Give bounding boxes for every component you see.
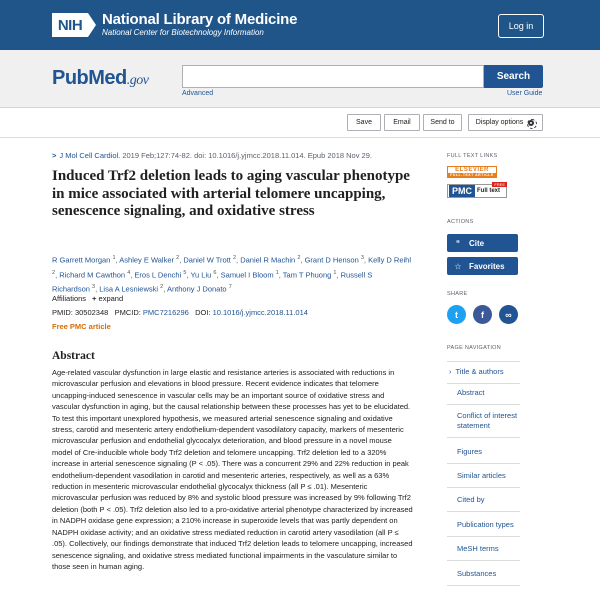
author-link[interactable]: Lisa A Lesniewski [99,284,159,294]
doi-link[interactable]: 10.1016/j.yjmcc.2018.11.014 [212,308,308,317]
pmc-logo: PMC [449,185,475,197]
abstract-heading: Abstract [52,350,95,362]
nav-label: Title & authors [455,367,504,376]
author-affiliation-number[interactable]: 5 [183,269,187,276]
author-link[interactable]: Tam T Phuong [282,270,332,279]
nav-abstract[interactable]: Abstract [447,383,520,405]
author-affiliation-number[interactable]: 6 [213,269,217,276]
link-icon[interactable]: ∞ [499,305,518,324]
pmc-full-text-link[interactable] [447,184,507,198]
author-separator: , [55,270,60,279]
display-options-button[interactable] [468,114,543,131]
user-guide-link[interactable]: User Guide [507,90,543,97]
author-affiliation-number[interactable]: 1 [275,269,279,276]
author-link[interactable]: Kelly D Reihl [368,255,412,265]
doi-label: DOI: [195,308,211,317]
abstract-text: Age-related vascular dysfunction in large elastic and resistance arteries is associated with reductions in microvascular perfusion and elevations in blood pressure. Recent evidence indicates that telomere uncapping-induced senescence in vascular cells may be an important source of oxidative stress and vascular dysfunction in aging, but the causal relationship between these processes has yet to be elucidated. To test this important unexplored hypothesis, we measured arterial senescence signaling and oxidative stress, carotid and mesenteric artery endothelium-dependent vasodilatory capacity, markers of mesenteric microvascular perfusion and endothelial glycocalyx deterioration, and blood pressure in a novel mouse model of Cre-inducible whole body Trf2 deletion and telomere uncapping. Trf2 deletion led to a 320% increase in arterial senescence signaling (P < .05). There was a concurrent 29% and 22% reduction in peak endothelium-dependent vasodilation in carotid and mesenteric arteries, respectively, as well as a 63% reduction in mesenteric microvascular endothelial glycocalyx thickness (all P ≤ .01). Mesenteric microvascular perfusion was reduced by 8% and systolic blood pressure was increased by 9% following Trf2 deletion (both P < .05). Trf2 deletion also led to a pro-oxidative arterial phenotype characterized by increased in NADPH oxidase gene expression; a 210% increase in superoxide levels that was partly dependent on NADPH oxidase activity; and an oxidative stress mediated reduction in carotid artery vasodilation (all P ≤ .05). Collectively, our findings demonstrate that induced Trf2 deletion leads to telomere uncapping, increased senescence signaling, and oxidative stress mediated functional impairments in the vasculature similar to those seen in human aging. [52,368,413,571]
chevron-right-icon: › [449,367,452,376]
affiliations-row [52,294,123,303]
divider [0,137,600,138]
pmc-free-tag: FREE [494,182,505,187]
author-separator: , [179,255,184,265]
author-link[interactable]: Anthony J Donato [166,284,227,294]
author-affiliation-number[interactable]: 3 [92,284,96,290]
elsevier-sub-text: FULL-TEXT ARTICLE [448,173,496,177]
author-affiliation-number[interactable]: 2 [52,269,56,276]
nav-conflict-of-interest[interactable]: Conflict of interest statement [447,406,520,438]
author-separator: , [336,270,341,279]
article-title: Induced Trf2 deletion leads to aging vascular phenotype in mice associated with arterial telomere uncapping, senescence signaling, and oxidative stress [52,168,410,219]
cite-button[interactable] [447,234,518,252]
author-separator: , [216,270,221,279]
pmcid-label: PMCID: [114,308,141,317]
journal-link[interactable]: J Mol Cell Cardiol. [59,151,121,160]
share-heading: SHARE [447,291,468,297]
author-link[interactable]: Samuel I Bloom [220,270,274,279]
elsevier-logo-text: ELSEVIER [455,166,489,173]
nav-substances[interactable]: Substances [447,564,520,586]
send-to-button[interactable]: Send to [423,114,462,131]
nav-mesh-terms[interactable]: MeSH terms [447,539,520,561]
pmid-value: 30502348 [74,308,109,317]
nav-title-authors[interactable] [447,361,520,384]
author-link[interactable]: Richard M Cawthon [59,270,126,279]
nlm-title: National Library of Medicine [102,11,298,28]
ncbi-subtitle: National Center for Biotechnology Information [102,28,264,37]
author-affiliation-number[interactable]: 4 [127,269,131,276]
expand-link[interactable]: expand [98,294,124,303]
twitter-icon[interactable]: t [447,305,466,324]
pmid-label: PMID: [52,308,73,317]
chevron-right-icon: > [52,151,57,160]
gear-icon [527,119,535,127]
author-separator: , [236,255,241,265]
facebook-icon[interactable]: f [473,305,492,324]
author-link[interactable]: Grant D Henson [304,255,359,265]
author-affiliation-number[interactable]: 2 [160,284,164,290]
author-separator: , [363,255,369,265]
page-navigation-heading: PAGE NAVIGATION [447,345,502,351]
author-affiliation-number[interactable]: 2 [176,255,180,261]
email-button[interactable]: Email [384,114,420,131]
author-list [52,252,412,296]
author-link[interactable]: Ashley E Walker [119,255,175,265]
full-text-links-heading: FULL TEXT LINKS [447,153,498,159]
favorites-button[interactable] [447,257,518,275]
author-link[interactable]: Russell S Richardson [52,270,373,294]
pubmed-logo-text: PubMed [52,67,127,89]
nav-figures[interactable]: Figures [447,442,520,464]
author-affiliation-number[interactable]: 2 [297,255,301,261]
search-button[interactable]: Search [484,65,543,88]
pubmed-logo[interactable] [52,67,149,90]
nav-similar-articles[interactable]: Similar articles [447,466,520,488]
quote-icon: “ [456,238,460,248]
search-region [0,50,600,108]
free-pmc-article-badge: Free PMC article [52,322,111,331]
nih-banner [0,0,600,50]
author-separator: , [163,284,167,294]
author-link[interactable]: Yu Liu [190,270,212,279]
cite-label: Cite [469,238,485,248]
star-icon: ☆ [454,261,462,271]
author-separator: , [130,270,135,279]
author-link[interactable]: Daniel W Trott [183,255,231,265]
pubmed-logo-gov: .gov [126,73,149,88]
identifiers [52,308,308,317]
elsevier-full-text-link[interactable] [447,166,497,178]
author-affiliation-number[interactable]: 2 [232,255,237,261]
author-separator: , [278,270,283,279]
nav-publication-types[interactable]: Publication types [447,515,520,537]
search-input[interactable] [182,65,484,88]
author-affiliation-number[interactable]: 1 [112,255,116,261]
author-affiliation-number[interactable]: 3 [360,255,364,261]
nih-badge: NIH [52,13,88,37]
actions-heading: ACTIONS [447,219,474,225]
journal-citation [52,151,372,160]
citation-details: 2019 Feb;127:74-82. doi: 10.1016/j.yjmcc.2018.11.014. Epub 2018 Nov 29. [122,151,372,160]
author-separator: , [300,255,305,265]
author-separator: , [115,255,120,265]
pmcid-link[interactable]: PMC7216296 [142,308,189,317]
login-button[interactable]: Log in [498,14,544,38]
nih-logo[interactable] [52,13,297,37]
plus-icon[interactable]: + [92,294,97,303]
display-options-label: Display options [475,119,524,126]
author-affiliation-number[interactable]: 7 [228,284,232,290]
nav-cited-by[interactable]: Cited by [447,490,520,512]
author-separator: , [95,284,100,294]
favorites-label: Favorites [469,261,505,271]
pmc-full-text-label: Full text [477,188,501,194]
save-button[interactable]: Save [347,114,381,131]
author-affiliation-number[interactable]: 1 [333,269,337,276]
affiliations-label: Affiliations [52,294,87,303]
author-link[interactable]: Eros L Denchi [134,270,182,279]
author-separator: , [186,270,191,279]
advanced-link[interactable]: Advanced [182,90,214,97]
author-link[interactable]: Daniel R Machin [240,255,296,265]
author-link[interactable]: R Garrett Morgan [52,255,111,265]
